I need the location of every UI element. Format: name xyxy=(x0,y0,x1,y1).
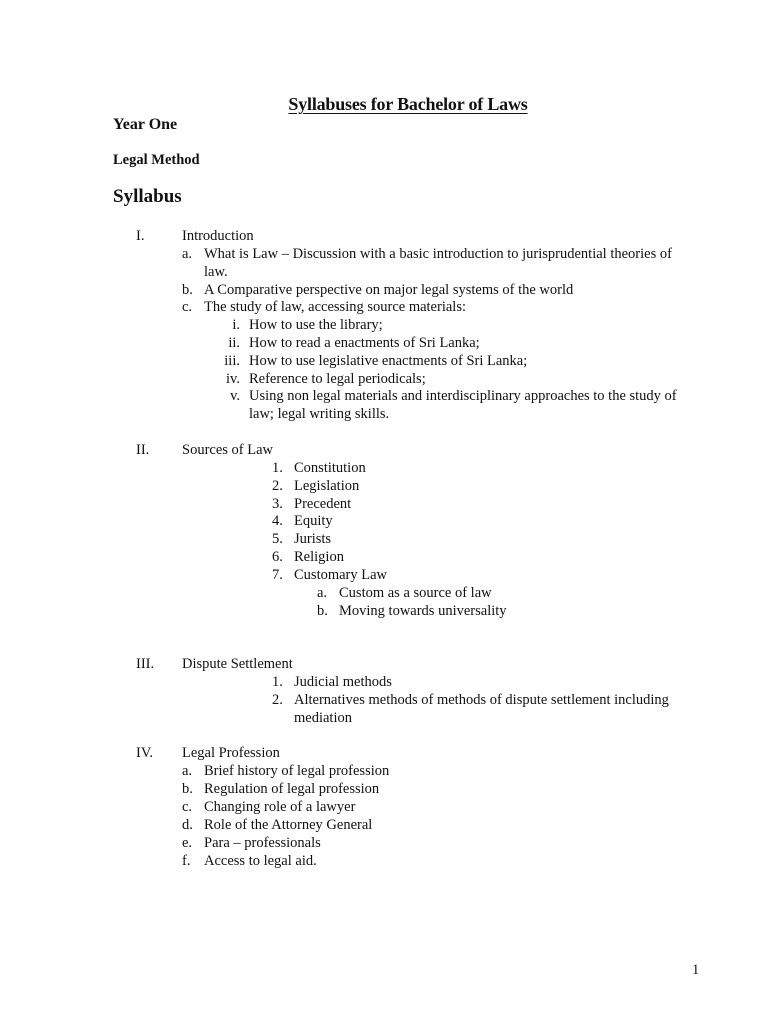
list-item: Religion xyxy=(294,549,344,565)
list-marker: 1. xyxy=(272,460,283,476)
list-marker: 3. xyxy=(272,496,283,512)
list-marker: 2. xyxy=(272,478,283,494)
list-item: Role of the Attorney General xyxy=(204,817,373,833)
section-numeral: IV. xyxy=(136,745,154,761)
list-item-continuation: law. xyxy=(204,264,228,280)
list-marker: e. xyxy=(182,835,193,851)
course-heading: Legal Method xyxy=(113,152,200,168)
list-marker: b. xyxy=(317,603,328,619)
section-title: Dispute Settlement xyxy=(182,656,293,672)
list-item: Judicial methods xyxy=(294,674,392,690)
list-marker: 5. xyxy=(272,531,283,547)
list-marker: 6. xyxy=(272,549,283,565)
list-marker: a. xyxy=(182,763,193,779)
list-marker: b. xyxy=(182,781,193,797)
list-item: Customary Law xyxy=(294,567,388,583)
list-marker: f. xyxy=(182,853,191,869)
list-marker: a. xyxy=(317,585,328,601)
list-item: Precedent xyxy=(294,496,352,512)
list-marker: 4. xyxy=(272,513,283,529)
list-item: Legislation xyxy=(294,478,360,494)
list-item: Changing role of a lawyer xyxy=(204,799,356,815)
list-item: Brief history of legal profession xyxy=(204,763,390,779)
list-item: How to use the library; xyxy=(249,317,383,333)
list-item: How to read a enactments of Sri Lanka; xyxy=(249,335,480,351)
syllabus-heading: Syllabus xyxy=(113,186,182,207)
list-item: Para – professionals xyxy=(204,835,321,851)
list-item: Custom as a source of law xyxy=(339,585,492,601)
list-item: Reference to legal periodicals; xyxy=(249,371,426,387)
list-item: Constitution xyxy=(294,460,366,476)
section-title: Legal Profession xyxy=(182,745,280,761)
list-marker: iii. xyxy=(224,353,240,369)
list-marker: d. xyxy=(182,817,193,833)
list-item: Equity xyxy=(294,513,333,529)
list-marker: ii. xyxy=(228,335,240,351)
list-item: What is Law – Discussion with a basic introduction to jurisprudential theories of xyxy=(204,246,672,262)
list-item-continuation: law; legal writing skills. xyxy=(249,406,390,422)
list-marker: i. xyxy=(232,317,240,333)
list-item: Alternatives methods of methods of dispute settlement including xyxy=(294,692,669,708)
list-item: Access to legal aid. xyxy=(204,853,317,869)
list-marker: iv. xyxy=(226,371,240,387)
list-item: Regulation of legal profession xyxy=(204,781,380,797)
year-heading: Year One xyxy=(113,116,178,133)
section-numeral: II. xyxy=(136,442,150,458)
list-item: Moving towards universality xyxy=(339,603,507,619)
list-marker: 2. xyxy=(272,692,283,708)
list-item: A Comparative perspective on major legal systems of the world xyxy=(204,282,574,298)
list-item: How to use legislative enactments of Sri Lanka; xyxy=(249,353,528,369)
section-title: Introduction xyxy=(182,228,254,244)
section-numeral: I. xyxy=(136,228,145,244)
list-marker: c. xyxy=(182,299,193,315)
list-marker: 1. xyxy=(272,674,283,690)
document-title: Syllabuses for Bachelor of Laws xyxy=(288,94,528,114)
list-item: The study of law, accessing source materials: xyxy=(204,299,466,315)
list-item-continuation: mediation xyxy=(294,710,352,726)
page-number: 1 xyxy=(692,962,700,978)
list-marker: a. xyxy=(182,246,193,262)
list-marker: v. xyxy=(230,388,240,404)
list-item: Jurists xyxy=(294,531,332,547)
list-item: Using non legal materials and interdisciplinary approaches to the study of xyxy=(249,388,677,404)
section-title: Sources of Law xyxy=(182,442,274,458)
list-marker: b. xyxy=(182,282,193,298)
list-marker: c. xyxy=(182,799,193,815)
list-marker: 7. xyxy=(272,567,283,583)
section-numeral: III. xyxy=(136,656,155,672)
